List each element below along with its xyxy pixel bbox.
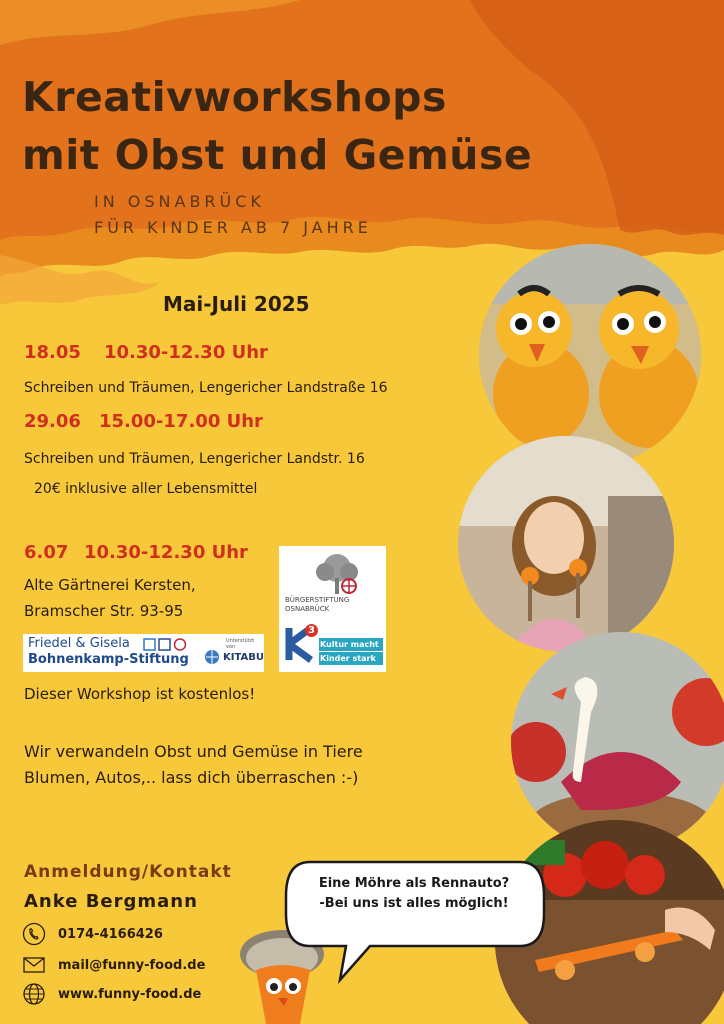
- event2-location: Schreiben und Träumen, Lengericher Landstr. 16: [24, 451, 365, 467]
- apple-swan-illustration: [511, 632, 724, 852]
- season-label: Mai-Juli 2025: [163, 292, 310, 316]
- k3-text-line1: Kultur macht: [319, 638, 383, 651]
- k3-text-line2: Kinder stark: [319, 652, 383, 665]
- buergerstiftung-line2: OSNABRÜCK: [285, 605, 330, 613]
- description-line2: Blumen, Autos,.. lass dich überraschen :-): [24, 768, 359, 787]
- event1-date: 18.05: [24, 342, 81, 363]
- bohnenkamp-name-line1: Friedel & Gisela: [28, 636, 130, 651]
- title-line-1: Kreativworkshops: [22, 73, 447, 121]
- contact-email[interactable]: mail@funny-food.de: [58, 957, 206, 973]
- event3-location-line1: Alte Gärtnerei Kersten,: [24, 576, 196, 594]
- event2-date: 29.06: [24, 411, 81, 432]
- photo-apple-swan: [511, 632, 724, 852]
- phone-icon: [22, 922, 46, 946]
- kitabu-supported-text: Unterstützt von: [226, 638, 255, 650]
- event2-price: 20€ inklusive aller Lebensmittel: [34, 481, 258, 497]
- event2-time: 15.00-17.00 Uhr: [99, 411, 263, 432]
- girl-illustration: [458, 436, 674, 652]
- kitabu-globe-icon: [203, 648, 221, 666]
- buergerstiftung-k3-logo: [279, 546, 386, 672]
- event3-time: 10.30-12.30 Uhr: [84, 542, 248, 563]
- bohnenkamp-kitabu-logo: [23, 634, 264, 672]
- tree-icon: [313, 552, 361, 596]
- bohnenkamp-name-line2: Bohnenkamp-Stiftung: [28, 652, 189, 667]
- subtitle-location: IN OSNABRÜCK: [94, 192, 265, 211]
- contact-phone[interactable]: 0174-4166426: [58, 926, 163, 942]
- contact-heading: Anmeldung/Kontakt: [24, 862, 232, 882]
- kitabu-name: KITABU: [223, 652, 264, 663]
- subtitle-age: FÜR KINDER AB 7 JAHRE: [94, 218, 372, 237]
- speech-bubble-text: [296, 874, 532, 914]
- contact-email-row: [22, 953, 205, 977]
- k3-superscript: 3: [305, 624, 318, 637]
- contact-website[interactable]: www.funny-food.de: [58, 986, 202, 1002]
- event1-time: 10.30-12.30 Uhr: [104, 342, 268, 363]
- event3-date: 6.07: [24, 542, 69, 563]
- buergerstiftung-line1: BÜRGERSTIFTUNG: [285, 596, 350, 604]
- orange-chicks-illustration: [479, 244, 701, 466]
- contact-phone-row: [22, 922, 163, 946]
- bubble-line1: Eine Möhre als Rennauto?: [318, 876, 510, 891]
- event3-location-line2: Bramscher Str. 93-95: [24, 602, 184, 620]
- page-title: [22, 68, 532, 184]
- photo-girl-with-fruit: [458, 436, 674, 652]
- free-workshop-note: Dieser Workshop ist kostenlos!: [24, 685, 256, 703]
- bubble-line2: -Bei uns ist alles möglich!: [319, 896, 509, 911]
- globe-icon: [22, 982, 46, 1006]
- contact-web-row: [22, 982, 201, 1006]
- photo-orange-chicks: [479, 244, 701, 466]
- bohnenkamp-squares-icon: [143, 638, 203, 652]
- description-line1: Wir verwandeln Obst und Gemüse in Tiere: [24, 742, 363, 761]
- event1-location: Schreiben und Träumen, Lengericher Landstraße 16: [24, 380, 388, 396]
- mail-icon: [22, 953, 46, 977]
- title-line-2: mit Obst und Gemüse: [22, 131, 533, 179]
- contact-name: Anke Bergmann: [24, 891, 198, 912]
